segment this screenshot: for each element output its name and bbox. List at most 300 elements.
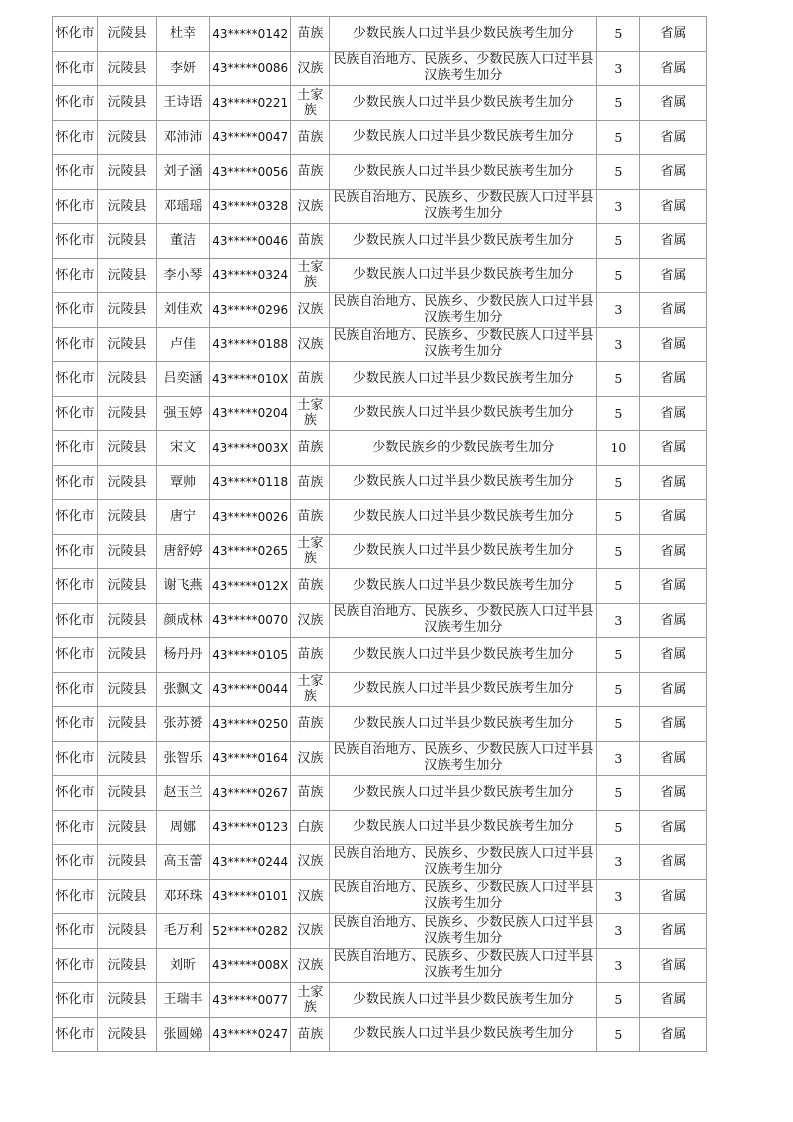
level-cell-text: 省属 xyxy=(660,474,687,490)
name-cell xyxy=(157,86,210,121)
bonus-reason-cell xyxy=(330,741,597,776)
bonus-points-cell-text: 3 xyxy=(614,612,623,628)
ethnicity-cell xyxy=(291,914,330,949)
county-cell-text: 沅陵县 xyxy=(107,647,147,663)
table-row xyxy=(53,500,707,535)
ethnicity-cell-text: 汉族 xyxy=(297,888,324,904)
ethnicity-cell-text: 汉族 xyxy=(297,336,324,352)
county-cell xyxy=(98,776,157,811)
county-cell xyxy=(98,258,157,293)
level-cell-text: 省属 xyxy=(660,888,687,904)
table-row xyxy=(53,1017,707,1052)
bonus-reason-cell-text: 少数民族人口过半县少数民族考生加分 xyxy=(352,646,574,662)
bonus-points-cell-text: 3 xyxy=(614,336,623,352)
name-cell-text: 邓瑶瑶 xyxy=(163,198,203,214)
bonus-reason-cell xyxy=(330,120,597,155)
name-cell-text: 强玉婷 xyxy=(163,405,203,421)
bonus-points-cell-text: 5 xyxy=(614,785,623,801)
city-cell xyxy=(53,86,98,121)
name-cell-text: 张飘文 xyxy=(163,681,203,697)
level-cell-text: 省属 xyxy=(660,233,687,249)
ethnicity-cell xyxy=(291,776,330,811)
ethnicity-cell xyxy=(291,431,330,466)
bonus-points-cell-text: 3 xyxy=(614,302,623,318)
city-cell-text: 怀化市 xyxy=(55,543,95,559)
table-row xyxy=(53,327,707,362)
ethnicity-cell xyxy=(291,879,330,914)
city-cell-text: 怀化市 xyxy=(55,578,95,594)
id-number-cell-text: 43*****010X xyxy=(212,371,289,386)
bonus-points-cell xyxy=(597,638,640,673)
ethnicity-cell-text: 汉族 xyxy=(297,612,324,628)
name-cell-text: 唐宁 xyxy=(169,509,196,525)
name-cell xyxy=(157,465,210,500)
city-cell-text: 怀化市 xyxy=(55,923,95,939)
ethnicity-cell-text: 汉族 xyxy=(297,923,324,939)
bonus-reason-cell-text: 民族自治地方、民族乡、少数民族人口过半县汉族考生加分 xyxy=(333,914,594,946)
county-cell xyxy=(98,845,157,880)
county-cell xyxy=(98,983,157,1018)
bonus-points-cell-text: 5 xyxy=(614,1026,623,1042)
bonus-points-cell-text: 5 xyxy=(614,371,623,387)
id-number-cell-text: 43*****0164 xyxy=(212,751,289,766)
table-body xyxy=(53,17,707,1052)
bonus-points-cell xyxy=(597,983,640,1018)
level-cell-text: 省属 xyxy=(660,612,687,628)
table-row xyxy=(53,569,707,604)
level-cell xyxy=(640,465,707,500)
ethnicity-cell-text: 土家族 xyxy=(297,674,324,705)
name-cell xyxy=(157,189,210,224)
name-cell xyxy=(157,1017,210,1052)
county-cell xyxy=(98,810,157,845)
county-cell-text: 沅陵县 xyxy=(107,923,147,939)
county-cell-text: 沅陵县 xyxy=(107,854,147,870)
ethnicity-cell-text: 汉族 xyxy=(297,302,324,318)
ethnicity-cell xyxy=(291,465,330,500)
bonus-reason-cell-text: 少数民族人口过半县少数民族考生加分 xyxy=(352,819,574,835)
name-cell-text: 李妍 xyxy=(169,60,196,76)
county-cell xyxy=(98,569,157,604)
bonus-points-cell-text: 3 xyxy=(614,750,623,766)
county-cell xyxy=(98,638,157,673)
bonus-reason-cell-text: 民族自治地方、民族乡、少数民族人口过半县汉族考生加分 xyxy=(333,293,594,325)
name-cell-text: 卢佳 xyxy=(169,336,196,352)
table-row xyxy=(53,465,707,500)
bonus-points-cell-text: 3 xyxy=(614,198,623,214)
name-cell xyxy=(157,224,210,259)
bonus-points-cell xyxy=(597,258,640,293)
city-cell-text: 怀化市 xyxy=(55,267,95,283)
id-number-cell-text: 43*****012X xyxy=(212,578,289,593)
id-number-cell xyxy=(210,741,291,776)
city-cell xyxy=(53,362,98,397)
name-cell xyxy=(157,51,210,86)
table-row xyxy=(53,810,707,845)
name-cell-text: 杨丹丹 xyxy=(163,647,203,663)
bonus-points-cell-text: 5 xyxy=(614,819,623,835)
bonus-points-cell xyxy=(597,224,640,259)
name-cell-text: 杜幸 xyxy=(169,26,196,42)
level-cell-text: 省属 xyxy=(660,509,687,525)
bonus-reason-cell xyxy=(330,396,597,431)
name-cell xyxy=(157,120,210,155)
id-number-cell-text: 43*****0250 xyxy=(212,716,289,731)
bonus-reason-cell-text: 少数民族人口过半县少数民族考生加分 xyxy=(352,991,574,1007)
county-cell xyxy=(98,51,157,86)
id-number-cell-text: 43*****0204 xyxy=(212,406,289,421)
name-cell-text: 刘佳欢 xyxy=(163,302,203,318)
ethnicity-cell-text: 土家族 xyxy=(297,260,324,291)
bonus-reason-cell-text: 少数民族人口过半县少数民族考生加分 xyxy=(352,25,574,41)
county-cell-text: 沅陵县 xyxy=(107,819,147,835)
level-cell xyxy=(640,120,707,155)
ethnicity-cell xyxy=(291,86,330,121)
bonus-reason-cell-text: 少数民族人口过半县少数民族考生加分 xyxy=(352,1026,574,1042)
id-number-cell-text: 43*****0244 xyxy=(212,854,289,869)
bonus-points-cell-text: 3 xyxy=(614,854,623,870)
ethnicity-cell-text: 土家族 xyxy=(297,87,324,118)
city-cell-text: 怀化市 xyxy=(55,405,95,421)
bonus-points-cell-text: 5 xyxy=(614,474,623,490)
ethnicity-cell-text: 汉族 xyxy=(297,60,324,76)
bonus-reason-cell xyxy=(330,603,597,638)
table-row xyxy=(53,707,707,742)
level-cell xyxy=(640,258,707,293)
bonus-points-cell-text: 5 xyxy=(614,509,623,525)
level-cell-text: 省属 xyxy=(660,95,687,111)
level-cell-text: 省属 xyxy=(660,302,687,318)
bonus-points-cell xyxy=(597,741,640,776)
county-cell-text: 沅陵县 xyxy=(107,129,147,145)
ethnicity-cell-text: 苗族 xyxy=(297,129,324,145)
bonus-points-table xyxy=(52,16,707,1052)
level-cell xyxy=(640,431,707,466)
city-cell xyxy=(53,672,98,707)
bonus-reason-cell xyxy=(330,51,597,86)
city-cell-text: 怀化市 xyxy=(55,371,95,387)
id-number-cell-text: 43*****0105 xyxy=(212,647,289,662)
city-cell-text: 怀化市 xyxy=(55,336,95,352)
city-cell xyxy=(53,396,98,431)
county-cell xyxy=(98,500,157,535)
bonus-reason-cell-text: 少数民族人口过半县少数民族考生加分 xyxy=(352,94,574,110)
id-number-cell xyxy=(210,845,291,880)
county-cell xyxy=(98,327,157,362)
id-number-cell xyxy=(210,810,291,845)
bonus-reason-cell xyxy=(330,948,597,983)
table-row xyxy=(53,86,707,121)
ethnicity-cell xyxy=(291,672,330,707)
level-cell xyxy=(640,810,707,845)
bonus-reason-cell-text: 少数民族乡的少数民族考生加分 xyxy=(372,439,555,455)
ethnicity-cell xyxy=(291,534,330,569)
city-cell xyxy=(53,603,98,638)
level-cell xyxy=(640,189,707,224)
id-number-cell xyxy=(210,189,291,224)
name-cell-text: 覃帅 xyxy=(169,474,196,490)
name-cell-text: 唐舒婷 xyxy=(163,543,203,559)
level-cell xyxy=(640,776,707,811)
city-cell-text: 怀化市 xyxy=(55,95,95,111)
county-cell-text: 沅陵县 xyxy=(107,336,147,352)
county-cell xyxy=(98,362,157,397)
id-number-cell-text: 43*****0324 xyxy=(212,268,289,283)
name-cell xyxy=(157,431,210,466)
name-cell-text: 刘子涵 xyxy=(163,164,203,180)
bonus-points-cell xyxy=(597,948,640,983)
county-cell xyxy=(98,707,157,742)
bonus-reason-cell-text: 民族自治地方、民族乡、少数民族人口过半县汉族考生加分 xyxy=(333,742,594,774)
level-cell xyxy=(640,741,707,776)
name-cell xyxy=(157,948,210,983)
ethnicity-cell xyxy=(291,17,330,52)
id-number-cell-text: 43*****0296 xyxy=(212,302,289,317)
table-row xyxy=(53,741,707,776)
bonus-reason-cell xyxy=(330,155,597,190)
id-number-cell-text: 43*****0247 xyxy=(212,1027,289,1042)
bonus-reason-cell xyxy=(330,17,597,52)
bonus-reason-cell xyxy=(330,224,597,259)
id-number-cell xyxy=(210,51,291,86)
table-row xyxy=(53,155,707,190)
id-number-cell xyxy=(210,983,291,1018)
bonus-points-cell-text: 5 xyxy=(614,164,623,180)
bonus-reason-cell xyxy=(330,638,597,673)
bonus-reason-cell-text: 少数民族人口过半县少数民族考生加分 xyxy=(352,715,574,731)
level-cell-text: 省属 xyxy=(660,923,687,939)
id-number-cell xyxy=(210,362,291,397)
name-cell xyxy=(157,569,210,604)
id-number-cell-text: 43*****0265 xyxy=(212,544,289,559)
ethnicity-cell xyxy=(291,120,330,155)
table-row xyxy=(53,293,707,328)
name-cell xyxy=(157,776,210,811)
level-cell-text: 省属 xyxy=(660,578,687,594)
level-cell xyxy=(640,914,707,949)
bonus-points-cell xyxy=(597,362,640,397)
level-cell xyxy=(640,603,707,638)
ethnicity-cell xyxy=(291,293,330,328)
level-cell-text: 省属 xyxy=(660,336,687,352)
name-cell-text: 赵玉兰 xyxy=(163,785,203,801)
ethnicity-cell-text: 苗族 xyxy=(297,716,324,732)
bonus-points-cell-text: 10 xyxy=(610,440,627,456)
bonus-points-cell xyxy=(597,51,640,86)
name-cell xyxy=(157,879,210,914)
level-cell xyxy=(640,51,707,86)
bonus-points-cell-text: 3 xyxy=(614,888,623,904)
county-cell-text: 沅陵县 xyxy=(107,233,147,249)
level-cell-text: 省属 xyxy=(660,1026,687,1042)
ethnicity-cell-text: 苗族 xyxy=(297,371,324,387)
name-cell xyxy=(157,258,210,293)
level-cell xyxy=(640,362,707,397)
name-cell xyxy=(157,362,210,397)
county-cell-text: 沅陵县 xyxy=(107,509,147,525)
county-cell-text: 沅陵县 xyxy=(107,95,147,111)
name-cell-text: 董洁 xyxy=(169,233,196,249)
table-row xyxy=(53,258,707,293)
bonus-points-cell xyxy=(597,189,640,224)
id-number-cell xyxy=(210,569,291,604)
id-number-cell xyxy=(210,327,291,362)
bonus-points-cell xyxy=(597,465,640,500)
bonus-points-cell-text: 3 xyxy=(614,923,623,939)
ethnicity-cell-text: 土家族 xyxy=(297,536,324,567)
id-number-cell xyxy=(210,603,291,638)
county-cell-text: 沅陵县 xyxy=(107,957,147,973)
county-cell xyxy=(98,224,157,259)
city-cell-text: 怀化市 xyxy=(55,1026,95,1042)
level-cell xyxy=(640,638,707,673)
bonus-points-cell-text: 5 xyxy=(614,716,623,732)
city-cell-text: 怀化市 xyxy=(55,129,95,145)
county-cell xyxy=(98,914,157,949)
id-number-cell-text: 43*****0123 xyxy=(212,820,289,835)
id-number-cell xyxy=(210,638,291,673)
bonus-reason-cell xyxy=(330,1017,597,1052)
county-cell-text: 沅陵县 xyxy=(107,405,147,421)
level-cell-text: 省属 xyxy=(660,854,687,870)
county-cell xyxy=(98,672,157,707)
bonus-reason-cell xyxy=(330,258,597,293)
name-cell-text: 邓环珠 xyxy=(163,888,203,904)
name-cell xyxy=(157,810,210,845)
level-cell-text: 省属 xyxy=(660,440,687,456)
bonus-points-cell xyxy=(597,845,640,880)
city-cell xyxy=(53,948,98,983)
county-cell-text: 沅陵县 xyxy=(107,888,147,904)
name-cell xyxy=(157,638,210,673)
bonus-points-cell-text: 5 xyxy=(614,647,623,663)
bonus-points-cell xyxy=(597,17,640,52)
table-row xyxy=(53,672,707,707)
ethnicity-cell xyxy=(291,569,330,604)
table-row xyxy=(53,224,707,259)
level-cell xyxy=(640,327,707,362)
county-cell-text: 沅陵县 xyxy=(107,785,147,801)
bonus-reason-cell xyxy=(330,500,597,535)
id-number-cell-text: 43*****008X xyxy=(212,958,289,973)
ethnicity-cell-text: 苗族 xyxy=(297,26,324,42)
bonus-reason-cell xyxy=(330,672,597,707)
ethnicity-cell xyxy=(291,638,330,673)
ethnicity-cell xyxy=(291,500,330,535)
bonus-reason-cell-text: 少数民族人口过半县少数民族考生加分 xyxy=(352,232,574,248)
id-number-cell xyxy=(210,155,291,190)
city-cell xyxy=(53,983,98,1018)
county-cell-text: 沅陵县 xyxy=(107,267,147,283)
county-cell-text: 沅陵县 xyxy=(107,26,147,42)
city-cell-text: 怀化市 xyxy=(55,612,95,628)
city-cell-text: 怀化市 xyxy=(55,60,95,76)
name-cell-text: 张圆娣 xyxy=(163,1026,203,1042)
level-cell-text: 省属 xyxy=(660,819,687,835)
bonus-reason-cell xyxy=(330,327,597,362)
county-cell xyxy=(98,17,157,52)
ethnicity-cell-text: 苗族 xyxy=(297,440,324,456)
id-number-cell-text: 43*****0188 xyxy=(212,337,289,352)
level-cell xyxy=(640,879,707,914)
level-cell xyxy=(640,569,707,604)
id-number-cell xyxy=(210,672,291,707)
id-number-cell xyxy=(210,396,291,431)
table-row xyxy=(53,603,707,638)
city-cell xyxy=(53,431,98,466)
bonus-points-cell xyxy=(597,603,640,638)
bonus-points-cell-text: 5 xyxy=(614,992,623,1008)
city-cell-text: 怀化市 xyxy=(55,750,95,766)
bonus-reason-cell-text: 少数民族人口过半县少数民族考生加分 xyxy=(352,474,574,490)
level-cell-text: 省属 xyxy=(660,405,687,421)
level-cell xyxy=(640,500,707,535)
city-cell xyxy=(53,500,98,535)
city-cell xyxy=(53,534,98,569)
name-cell-text: 刘昕 xyxy=(169,957,196,973)
bonus-reason-cell-text: 民族自治地方、民族乡、少数民族人口过半县汉族考生加分 xyxy=(333,52,594,84)
county-cell xyxy=(98,396,157,431)
ethnicity-cell-text: 苗族 xyxy=(297,647,324,663)
bonus-reason-cell-text: 少数民族人口过半县少数民族考生加分 xyxy=(352,784,574,800)
table-row xyxy=(53,362,707,397)
name-cell-text: 王瑞丰 xyxy=(163,992,203,1008)
county-cell-text: 沅陵县 xyxy=(107,716,147,732)
ethnicity-cell-text: 苗族 xyxy=(297,1026,324,1042)
bonus-points-cell xyxy=(597,569,640,604)
bonus-points-cell-text: 5 xyxy=(614,129,623,145)
county-cell xyxy=(98,603,157,638)
id-number-cell-text: 43*****0086 xyxy=(212,61,289,76)
name-cell xyxy=(157,155,210,190)
county-cell-text: 沅陵县 xyxy=(107,612,147,628)
level-cell xyxy=(640,534,707,569)
bonus-points-cell-text: 5 xyxy=(614,405,623,421)
bonus-reason-cell xyxy=(330,914,597,949)
id-number-cell-text: 43*****0077 xyxy=(212,992,289,1007)
bonus-reason-cell-text: 民族自治地方、民族乡、少数民族人口过半县汉族考生加分 xyxy=(333,949,594,981)
name-cell xyxy=(157,534,210,569)
ethnicity-cell xyxy=(291,983,330,1018)
level-cell xyxy=(640,17,707,52)
city-cell-text: 怀化市 xyxy=(55,647,95,663)
county-cell xyxy=(98,465,157,500)
id-number-cell-text: 43*****0221 xyxy=(212,95,289,110)
county-cell-text: 沅陵县 xyxy=(107,302,147,318)
level-cell-text: 省属 xyxy=(660,750,687,766)
table-row xyxy=(53,845,707,880)
name-cell-text: 高玉蕾 xyxy=(163,854,203,870)
city-cell xyxy=(53,914,98,949)
id-number-cell xyxy=(210,948,291,983)
id-number-cell-text: 43*****0047 xyxy=(212,130,289,145)
city-cell xyxy=(53,1017,98,1052)
table-row xyxy=(53,189,707,224)
county-cell xyxy=(98,431,157,466)
level-cell-text: 省属 xyxy=(660,716,687,732)
county-cell-text: 沅陵县 xyxy=(107,164,147,180)
id-number-cell-text: 43*****0142 xyxy=(212,26,289,41)
city-cell-text: 怀化市 xyxy=(55,26,95,42)
ethnicity-cell-text: 白族 xyxy=(297,819,324,835)
county-cell xyxy=(98,534,157,569)
bonus-points-cell-text: 5 xyxy=(614,26,623,42)
name-cell xyxy=(157,500,210,535)
ethnicity-cell xyxy=(291,948,330,983)
bonus-reason-cell xyxy=(330,362,597,397)
county-cell xyxy=(98,155,157,190)
county-cell xyxy=(98,948,157,983)
